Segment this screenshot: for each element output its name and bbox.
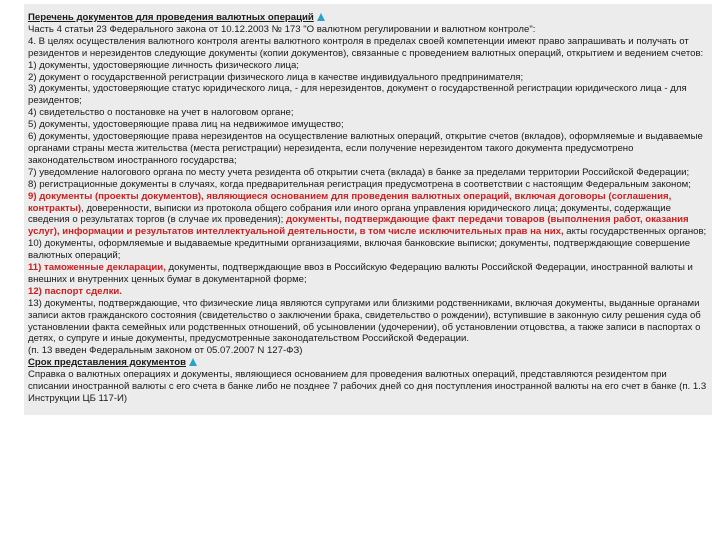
list-item-1: 1) документы, удостоверяющие личность физического лица; xyxy=(28,59,299,71)
heading-text: Перечень документов для проведения валютных операций xyxy=(28,12,314,23)
list-item-9 xyxy=(28,191,708,239)
up-triangle-icon[interactable] xyxy=(189,358,197,366)
list-item-4: 4) свидетельство о постановке на учет в налоговом органе; xyxy=(28,107,294,119)
list-item-6: 6) документы, удостоверяющие права нерезидентов на осуществление валютных операций, открытие счетов (вкладов), оформляемые и выдаваемые органами страны места жительства (места регистрации) нерезидента, если получение нерезидентом такого документа предусмотрено законодательством иностранного государства; xyxy=(28,131,703,166)
list-item-13: 13) документы, подтверждающие, что физические лица являются супругами или близкими родственниками, включая документы, выданные органами записи актов гражданского состояния (свидетельство о заключении брака, свидетельство о рождении), вступившие в законную силу решения суда об установлении факта семейных или родственных отношений, об усыновлении (удочерении), об установлении отцовства, а также записи в паспортах о детях, о супруге и иные документы, предусмотренные законодательством Российской Федерации. xyxy=(28,297,701,345)
item-9-highlight: 9) документы (проекты документов), являющиеся основанием для проведения валютных операций, включая договоры (соглашения, контракты) xyxy=(28,190,672,214)
up-triangle-icon[interactable] xyxy=(317,13,325,21)
list-item-13-note: (п. 13 введен Федеральным законом от 05.07.2007 N 127-ФЗ) xyxy=(28,345,303,357)
term-text: Справка о валютных операциях и документы, являющиеся основанием для проведения валютных операций, представляются резидентом при списании иностранной валюты с его счета в банке либо не позднее 7 рабочих дней со дня поступления иностранной валюты на его счет в банке (п. 1.3 Инструкции ЦБ 117-И) xyxy=(28,369,707,404)
item-9-highlight-2: документы, подтверждающие факт передачи товаров (выполнения работ, оказания услуг), информации и результатов интеллектуальной деятельности, в том числе исключительных прав на них, xyxy=(28,214,689,238)
item-9-text: , доверенности, выписки из протокола общего собрания или иного органа управления юридического лица; документы, содержащие сведения о результатах торгов (в случае их проведения); xyxy=(28,202,671,226)
list-item-2: 2) документ о государственной регистрации физического лица в качестве индивидуального предпринимателя; xyxy=(28,71,524,83)
document-heading xyxy=(28,12,708,24)
document-panel xyxy=(24,4,712,415)
item-11-text: документы, подтверждающие ввоз в Российскую Федерацию валюты Российской Федерации, иностранной валюты и внешних и внутренних ценных бумаг в документарной форме; xyxy=(28,262,693,285)
item-9-text-2: акты государственных органов; xyxy=(563,226,707,238)
list-item-7: 7) уведомление налогового органа по месту учета резидента об открытии счета (вклада) в банке за пределами территории Российской Федерации; xyxy=(28,166,690,178)
intro-1: Часть 4 статьи 23 Федерального закона от 10.12.2003 № 173 "О валютном регулировании и валютном контроле": xyxy=(28,23,536,35)
list-item-11 xyxy=(28,262,708,286)
list-item-3: 3) документы, удостоверяющие статус юридического лица, - для нерезидентов, документ о государственной регистрации юридического лица - для резидентов; xyxy=(28,83,687,107)
item-11-highlight: 11) таможенные декларации, xyxy=(28,262,166,274)
list-item-8: 8) регистрационные документы в случаях, когда предварительная регистрация предусмотрена в соответствии с настоящим Федеральным законом; xyxy=(28,178,691,190)
list-item-12 xyxy=(28,286,708,298)
list-item-5: 5) документы, удостоверяющие права лиц на недвижимое имущество; xyxy=(28,119,344,131)
list-item-10: 10) документы, оформляемые и выдаваемые кредитными организациями, включая банковские выписки; документы, подтверждающие совершение валютных операций; xyxy=(28,238,691,262)
term-heading-text: Срок представления документов xyxy=(28,357,186,369)
item-12-highlight: 12) паспорт сделки. xyxy=(28,285,122,297)
term-heading xyxy=(28,357,708,369)
intro-2: 4. В целях осуществления валютного контроля агенты валютного контроля в пределах своей компетенции имеют право запрашивать и получать от резидентов и нерезидентов следующие документы (копии документов), связанные с проведением валютных операций, открытием и ведением счетов: xyxy=(28,35,704,59)
